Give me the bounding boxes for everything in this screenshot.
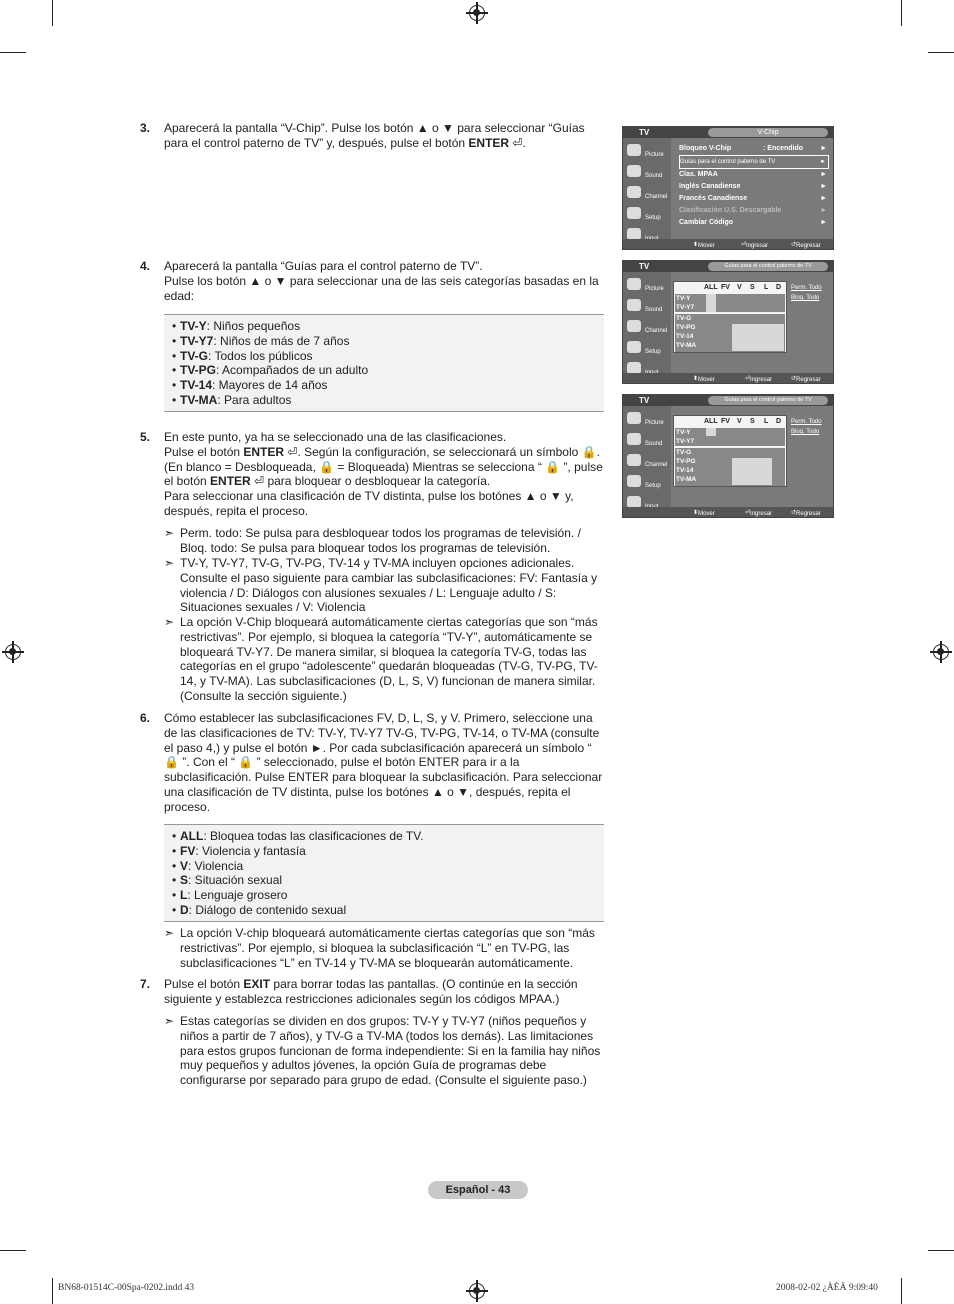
registration-mark-icon <box>469 5 485 21</box>
list-item: • S: Situación sexual <box>172 873 604 888</box>
bloq-todo-button[interactable]: Bloq. Todo <box>791 295 820 301</box>
menu-item[interactable]: Inglés Canadiense ► <box>679 183 827 190</box>
sidebar-item-picture[interactable]: Picture <box>627 144 669 162</box>
note: ➣ Perm. todo: Se pulsa para desbloquear todos los programas de televisión. / Bloq. todo: Se pulsa para bloquear todos los programas de televisión. <box>164 526 581 555</box>
list-item: • L: Lenguaje grosero <box>172 888 604 903</box>
list-item: • TV-Y: Niños pequeños <box>172 319 604 334</box>
registration-mark-icon <box>5 644 21 660</box>
screen-title: Guías para el control paterno de TV <box>708 396 828 405</box>
tv-screen-parental-1 <box>622 260 834 384</box>
list-item: • TV-G: Todos los públicos <box>172 349 604 364</box>
sound-icon <box>627 165 641 177</box>
sidebar-item-sound[interactable]: Sound <box>627 165 669 183</box>
note: ➣ La opción V-chip bloqueará automáticamente ciertas categorías que son “más restrictivas”. Por ejemplo, si bloquea la subclasificación “L” en TV-PG, las subclasificaciones “L” en TV-14 y TV-MA se bloquearán automáticamente. <box>164 926 595 970</box>
sidebar-item-sound[interactable]: Sound <box>627 433 669 451</box>
registration-mark-icon <box>469 1283 485 1299</box>
screen-title: Guías para el control paterno de TV <box>708 262 828 271</box>
tv-sidebar <box>623 272 671 373</box>
note: ➣ TV-Y, TV-Y7, TV-G, TV-PG, TV-14 y TV-MA incluyen opciones adicionales. Consulte el paso siguiente para cambiar las subclasificaciones: FV: Fantasía y violencia / D: Diálogos con alusiones sexuales / L: Lenguaje adulto / S: Situaciones sexuales / V: Violencia <box>164 556 598 615</box>
step-7-text: Pulse el botón EXIT para borrar todas las pantallas. (O continúe en la sección siguiente y establezca restricciones adicionales según los códigos MPAA.) <box>164 977 578 1006</box>
picture-icon <box>627 144 641 156</box>
tv-sidebar <box>623 406 671 507</box>
sidebar-item-setup[interactable]: Setup <box>627 475 669 493</box>
tv-footer: ⬍ Mover ⏎ Ingresar ↺ Regresar <box>623 373 833 383</box>
crop-mark <box>0 52 26 53</box>
picture-icon <box>627 412 641 424</box>
lock-icon <box>706 428 716 436</box>
tv-sidebar <box>623 138 671 239</box>
step-6-text: Cómo establecer las subclasificaciones FV, D, L, S, y V. Primero, seleccione una de las clasificaciones de TV: TV-Y, TV-Y7 TV-G, TV-PG, TV-14, o TV-MA (consulte el paso 4,) y pulse el botón ►. Por cada subclasificación aparecerá un símbolo “ 🔒 ”. Con el “ 🔒 ” seleccionado, pulse el botón ENTER para ir a la subclasificación. Pulse ENTER para bloquear la subclasificación. Para seleccionar una clasificación de TV distinta, pulse los botónes ▲ o ▼, después, repita el proceso. <box>164 711 603 814</box>
crop-mark <box>928 52 954 53</box>
crop-mark <box>52 0 53 26</box>
channel-icon <box>627 320 641 332</box>
channel-icon <box>627 454 641 466</box>
menu-item-disabled: Clasificación U.S. Descargable ► <box>679 207 827 214</box>
step-number: 6. <box>140 711 151 725</box>
tv-header: TV <box>623 395 833 406</box>
sidebar-item-setup[interactable]: Setup <box>627 341 669 359</box>
step-4-text: Aparecerá la pantalla “Guías para el control paterno de TV”. Pulse los botón ▲ o ▼ para seleccionar una de las seis categorías basadas en la edad: <box>164 259 599 303</box>
footer-filename: BN68-01514C-00Spa-0202.indd 43 <box>58 1283 195 1293</box>
list-item: • TV-14: Mayores de 14 años <box>172 378 604 393</box>
sound-icon <box>627 433 641 445</box>
step-number: 7. <box>140 977 151 991</box>
arrow-icon: ➣ <box>164 556 175 570</box>
setup-icon <box>627 475 641 487</box>
tv-header: TV <box>623 261 833 272</box>
tv-footer: ⬍ Mover ⏎ Ingresar ↺ Regresar <box>623 239 833 249</box>
step-number: 4. <box>140 259 151 273</box>
page-number: Español - 43 <box>428 1181 528 1199</box>
picture-icon <box>627 278 641 290</box>
rating-grid: ALL FV V S L D TV-Y TV-Y7 TV-G TV-PG TV-14 TV-MA <box>673 281 787 353</box>
bloq-todo-button[interactable]: Bloq. Todo <box>791 429 820 435</box>
list-item: • FV: Violencia y fantasía <box>172 844 604 859</box>
step-5-text: En este punto, ya ha se seleccionado una de las clasificaciones. Pulse el botón ENTER ⏎. Según la configuración, se seleccionará un símbolo 🔒. (En blanco = Desbloqueada, 🔒 = Bloqueada) Mientras se selecciona “ 🔒 ”, pulse el botón ENTER ⏎ para bloquear o desbloquear la categoría. Para seleccionar una clasificación de TV distinta, pulse los botónes ▲ o ▼ y, después, repita el proceso. <box>164 430 603 518</box>
list-item: • TV-PG: Acompañados de un adulto <box>172 363 604 378</box>
list-item: • ALL: Bloquea todas las clasificaciones de TV. <box>172 829 604 844</box>
sidebar-item-setup[interactable]: Setup <box>627 207 669 225</box>
menu-item[interactable]: Bloqueo V-Chip : Encendido ► <box>679 145 827 152</box>
perm-todo-button[interactable]: Perm. Todo <box>791 285 822 291</box>
arrow-icon: ➣ <box>164 526 175 540</box>
channel-icon <box>627 186 641 198</box>
tv-screen-parental-2 <box>622 394 834 518</box>
grid-buttons <box>791 283 827 303</box>
step-3-text: Aparecerá la pantalla “V-Chip”. Pulse los botón ▲ o ▼ para seleccionar “Guías para el control paterno de TV” y, después, pulse el botón ENTER ⏎. <box>164 121 585 150</box>
crop-mark <box>928 1250 954 1251</box>
tv-screen-vchip <box>622 126 834 250</box>
sidebar-item-channel[interactable]: Channel <box>627 320 669 338</box>
note: ➣ La opción V-Chip bloqueará automáticamente ciertas categorías que son “más restrictivas”. Por ejemplo, si bloquea la categoría “TV-Y”, automáticamente se bloqueará TV-Y7. De manera similar, si bloquea la categoría TV-G, todas las categorías en el grupo “adolescente” quedarán bloqueadas (TV-G, TV-PG, TV-14, y TV-MA). Las subclasificaciones (D, L, S, V) funcionan de manera similar. (Consulte la sección siguiente.) <box>164 615 598 703</box>
rating-list <box>164 314 604 412</box>
menu-item[interactable]: Francés Canadiense ► <box>679 195 827 202</box>
list-item: • TV-MA: Para adultos <box>172 393 604 408</box>
footer-date: 2008-02-02 ¿ÀÈÄ 9:09:40 <box>776 1283 878 1293</box>
arrow-icon: ➣ <box>164 615 175 629</box>
menu-item-selected[interactable]: Guías para el control paterno de TV ► <box>679 155 829 169</box>
screen-title: V-Chip <box>708 128 828 137</box>
list-item: • D: Diálogo de contenido sexual <box>172 903 604 918</box>
grid-buttons <box>791 417 827 437</box>
sidebar-item-channel[interactable]: Channel <box>627 454 669 472</box>
list-item: • TV-Y7: Niños de más de 7 años <box>172 334 604 349</box>
sidebar-item-channel[interactable]: Channel <box>627 186 669 204</box>
step-number: 5. <box>140 430 151 444</box>
tv-footer: ⬍ Mover ⏎ Ingresar ↺ Regresar <box>623 507 833 517</box>
rating-grid: ALL FV V S L D TV-Y TV-Y7 TV-G TV-PG TV-14 TV-MA <box>673 415 787 487</box>
setup-icon <box>627 341 641 353</box>
perm-todo-button[interactable]: Perm. Todo <box>791 419 822 425</box>
step-number: 3. <box>140 121 151 135</box>
subrating-list <box>164 824 604 922</box>
setup-icon <box>627 207 641 219</box>
registration-mark-icon <box>933 644 949 660</box>
crop-mark <box>901 0 902 26</box>
list-item: • V: Violencia <box>172 859 604 874</box>
sidebar-item-picture[interactable]: Picture <box>627 278 669 296</box>
sidebar-item-picture[interactable]: Picture <box>627 412 669 430</box>
crop-mark <box>0 1250 26 1251</box>
arrow-icon: ➣ <box>164 1014 175 1028</box>
crop-mark <box>52 1278 53 1304</box>
note: ➣ Estas categorías se dividen en dos grupos: TV-Y y TV-Y7 (niños pequeños y niños a partir de 7 años), y TV-G a TV-MA (todos los demás). Las limitaciones para estos grupos funcionan de forma independiente: Si en la familia hay niños muy pequeños y adultos jóvenes, la opción Guía de programas debe configurarse por separado para grupo de edad. (Consulte el siguiente paso.) <box>164 1014 601 1088</box>
arrow-icon: ➣ <box>164 926 175 940</box>
sidebar-item-sound[interactable]: Sound <box>627 299 669 317</box>
sound-icon <box>627 299 641 311</box>
vchip-menu <box>679 143 829 229</box>
tv-header: TV <box>623 127 833 138</box>
menu-item[interactable]: Cambiar Código ► <box>679 219 827 226</box>
crop-mark <box>901 1278 902 1304</box>
menu-item[interactable]: Clas. MPAA ► <box>679 171 827 178</box>
